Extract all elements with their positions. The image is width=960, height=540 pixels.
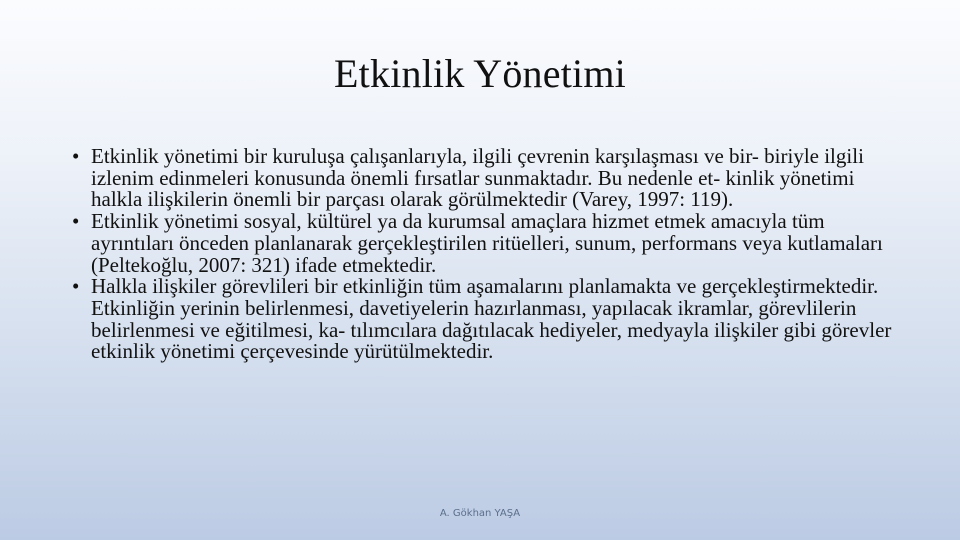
bullet-item [70,276,900,363]
bullet-text: Halkla ilişkiler görevlileri bir etkinliğin tüm aşamalarını planlamakta ve gerçekleştirmektedir. Etkinliğin yerinin belirlenmesi, davetiyelerin hazırlanması, yapılacak ikramlar, görevlilerin belirlenmesi ve eğitilmesi, ka- tılımcılara dağıtılacak hediyeler, medyayla ilişkiler gibi görevler etkinlik yönetimi çerçevesinde yürütülmektedir. [91,274,892,364]
bullet-text: Etkinlik yönetimi sosyal, kültürel ya da kurumsal amaçlara hizmet etmek amacıyla tüm ayrıntıları önceden planlanarak gerçekleştirilen ritüelleri, sunum, performans veya kutlamaları (Peltekoğlu, 2007: 321) ifade etmektedir. [91,209,883,277]
bullet-marker: • [72,209,80,234]
slide-title: Etkinlik Yönetimi [334,51,626,96]
bullet-list [70,146,900,363]
bullet-marker: • [72,274,80,299]
bullet-marker: • [72,144,80,168]
bullet-item [70,211,900,276]
bullet-text: Etkinlik yönetimi bir kuruluşa çalışanlarıyla, ilgili çevrenin karşılaşması ve bir- biriyle ilgili izlenim edinmeleri konusunda önemli fırsatlar sunmaktadır. Bu nedenle et- kinlik yönetimi halkla ilişkilerin önemli bir parçası olarak görülmektedir (Varey, 1997: 119). [91,144,864,212]
footer-author: A. Gökhan YAŞA [439,508,521,519]
bullet-item [70,146,900,211]
